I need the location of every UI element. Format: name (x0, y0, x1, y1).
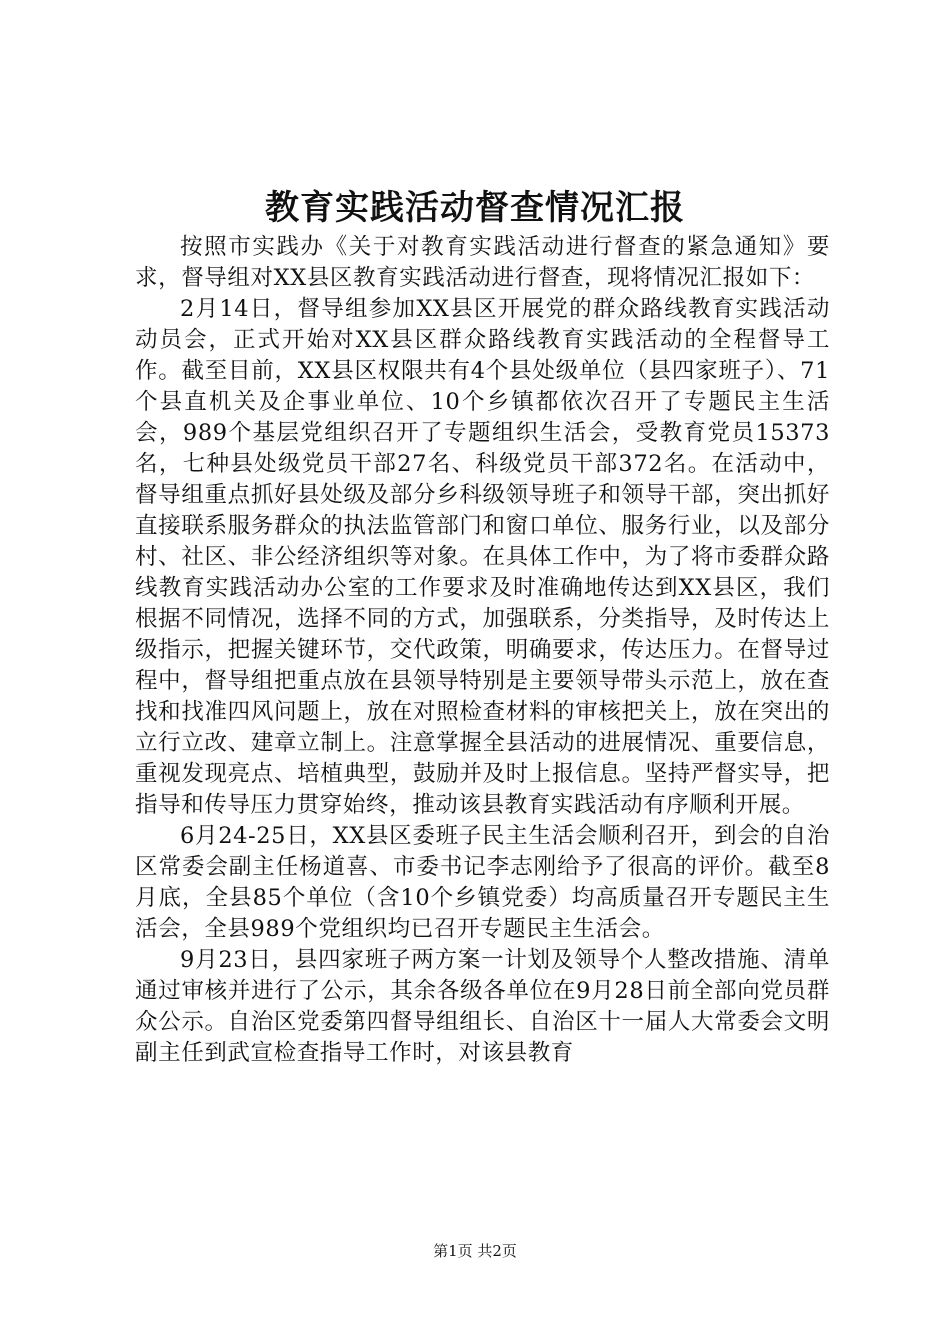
paragraph-sep-23: 9月23日，县四家班子两方案一计划及领导个人整改措施、清单通过审核并进行了公示，其余各级各单位在9月28日前全部向党员群众公示。自治区党委第四督导组组长、自治区十一届人大常委会文明副主任到武宣检查指导工作时，对该县教育 (135, 947, 830, 1066)
paragraph-feb-14: 2月14日，督导组参加XX县区开展党的群众路线教育实践活动动员会，正式开始对XX县区群众路线教育实践活动的全程督导工作。截至目前，XX县区权限共有4个县处级单位（县四家班子）、71个县直机关及企事业单位、10个乡镇都依次召开了专题民主生活会，989个基层党组织召开了专题组织生活会，受教育党员15373名，七种县处级党员干部27名、科级党员干部372名。在活动中，督导组重点抓好县处级及部分乡科级领导班子和领导干部，突出抓好直接联系服务群众的执法监管部门和窗口单位、服务行业，以及部分村、社区、非公经济组织等对象。在具体工作中，为了将市委群众路线教育实践活动办公室的工作要求及时准确地传达到XX县区，我们根据不同情况，选择不同的方式，加强联系，分类指导，及时传达上级指示，把握关键环节，交代政策，明确要求，传达压力。在督导过程中，督导组把重点放在县领导特别是主要领导带头示范上，放在查找和找准四风问题上，放在对照检查材料的审核把关上，放在突出的立行立改、建章立制上。注意掌握全县活动的进展情况、重要信息，重视发现亮点、培植典型，鼓励并及时上报信息。坚持严督实导，把指导和传导压力贯穿始终，推动该县教育实践活动有序顺利开展。 (135, 296, 830, 818)
paragraph-jun-24: 6月24-25日，XX县区委班子民主生活会顺利召开，到会的自治区常委会副主任杨道喜、市委书记李志刚给予了很高的评价。截至8月底，全县85个单位（含10个乡镇党委）均高质量召开专题民主生活会，全县989个党组织均已召开专题民主生活会。 (135, 823, 830, 942)
page-footer: 第1页 共2页 (433, 1242, 517, 1260)
document-body (135, 232, 830, 1069)
document-title: 教育实践活动督查情况汇报 (265, 188, 685, 228)
paragraph-intro: 按照市实践办《关于对教育实践活动进行督查的紧急通知》要求，督导组对XX县区教育实践活动进行督查，现将情况汇报如下： (135, 234, 830, 291)
